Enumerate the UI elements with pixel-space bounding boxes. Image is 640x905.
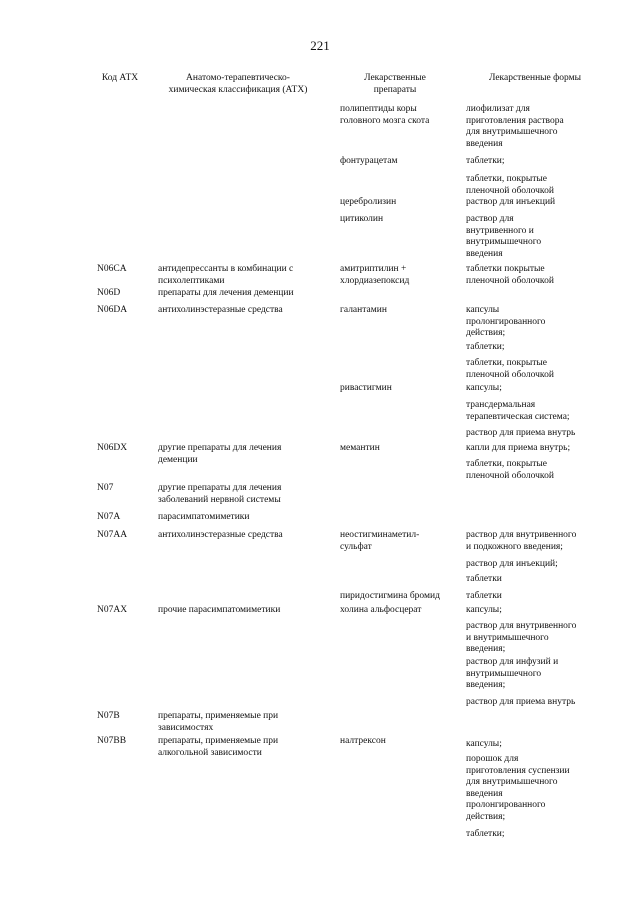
header-classification: [148, 72, 328, 96]
dosage-form: капсулы пролонгированного действия;: [466, 305, 546, 339]
atc-classification: прочие парасимпатомиметики: [158, 605, 281, 615]
drug-name: галантамин: [340, 305, 387, 315]
drug-name: холина альфосцерат: [340, 605, 422, 615]
atc-code: N07A: [97, 512, 121, 522]
drug-name: пиридостигмина бромид: [340, 591, 440, 601]
atc-classification: антихолинэстеразные средства: [158, 530, 283, 540]
drug-name: амитриптилин + хлордиазепоксид: [340, 264, 410, 286]
atc-code: N07B: [97, 711, 120, 721]
atc-classification: препараты, применяемые при зависимостях: [158, 711, 279, 733]
drug-name: ривастигмин: [340, 383, 392, 393]
dosage-form: таблетки;: [466, 829, 505, 839]
atc-code: N06DX: [97, 443, 128, 453]
header-code: [82, 72, 158, 84]
dosage-form: таблетки покрытые пленочной оболочкой: [466, 264, 554, 286]
drug-name: фонтурацетам: [340, 156, 398, 166]
atc-classification: другие препараты для лечения деменции: [158, 443, 282, 465]
header-forms-text: Лекарственные формы: [488, 73, 582, 83]
atc-code: N06DA: [97, 305, 128, 315]
dosage-form: трансдермальная терапевтическая система;: [466, 400, 570, 422]
header-code-text: Код АТХ: [101, 73, 139, 83]
dosage-form: раствор для внутривенного и внутримышечного введения;: [466, 621, 577, 655]
dosage-form: таблетки;: [466, 342, 505, 352]
atc-classification: антихолинэстеразные средства: [158, 305, 283, 315]
atc-code: N07AA: [97, 530, 128, 540]
dosage-form: раствор для внутривенного и подкожного введения;: [466, 530, 577, 552]
dosage-form: раствор для приема внутрь: [466, 428, 576, 438]
dosage-form: раствор для инъекций;: [466, 559, 558, 569]
dosage-form: капсулы;: [466, 605, 502, 615]
dosage-form: капли для приема внутрь;: [466, 443, 571, 453]
dosage-form: таблетки: [466, 574, 502, 584]
dosage-form: капсулы;: [466, 739, 502, 749]
atc-code: N06D: [97, 288, 121, 298]
drug-name: неостигминаметил- сульфат: [340, 530, 420, 552]
dosage-form: раствор для внутривенного и внутримышечного введения: [466, 214, 542, 259]
dosage-form: таблетки;: [466, 156, 505, 166]
header-classification-line: химическая классификация (АТХ): [168, 85, 308, 95]
dosage-form: раствор для инфузий и внутримышечного введения;: [466, 657, 559, 691]
atc-code: N07BB: [97, 736, 127, 746]
drug-name: церебролизин: [340, 197, 397, 207]
dosage-form: раствор для инъекций: [466, 197, 556, 207]
header-drugs: [340, 72, 450, 96]
atc-classification: препараты для лечения деменции: [158, 288, 294, 298]
drug-name: полипептиды коры головного мозга скота: [340, 104, 430, 126]
dosage-form: таблетки, покрытые пленочной оболочкой: [466, 174, 554, 196]
dosage-form: таблетки: [466, 591, 502, 601]
header-drugs-line: Лекарственные: [364, 73, 426, 83]
dosage-form: таблетки, покрытые пленочной оболочкой: [466, 459, 554, 481]
dosage-form: таблетки, покрытые пленочной оболочкой: [466, 358, 554, 380]
header-forms: [460, 72, 610, 84]
atc-classification: парасимпатомиметики: [158, 512, 250, 522]
atc-classification: препараты, применяемые при алкогольной зависимости: [158, 736, 279, 758]
header-classification-line: Анатомо-терапевтическо-: [186, 73, 290, 83]
atc-code: N06CA: [97, 264, 127, 274]
dosage-form: капсулы;: [466, 383, 502, 393]
dosage-form: лиофилизат для приготовления раствора для внутримышечного введения: [466, 104, 564, 149]
page-number: 221: [310, 38, 330, 53]
drug-name: налтрексон: [340, 736, 386, 746]
atc-code: N07AX: [97, 605, 128, 615]
dosage-form: раствор для приема внутрь: [466, 697, 576, 707]
drug-name: мемантин: [340, 443, 380, 453]
atc-code: N07: [97, 483, 114, 493]
dosage-form: порошок для приготовления суспензии для внутримышечного введения пролонгированного действия;: [466, 754, 570, 822]
atc-classification: другие препараты для лечения заболеваний нервной системы: [158, 483, 282, 505]
drug-name: цитиколин: [340, 214, 384, 224]
header-drugs-line: препараты: [373, 85, 417, 95]
atc-classification: антидепрессанты в комбинации с психолептиками: [158, 264, 294, 286]
